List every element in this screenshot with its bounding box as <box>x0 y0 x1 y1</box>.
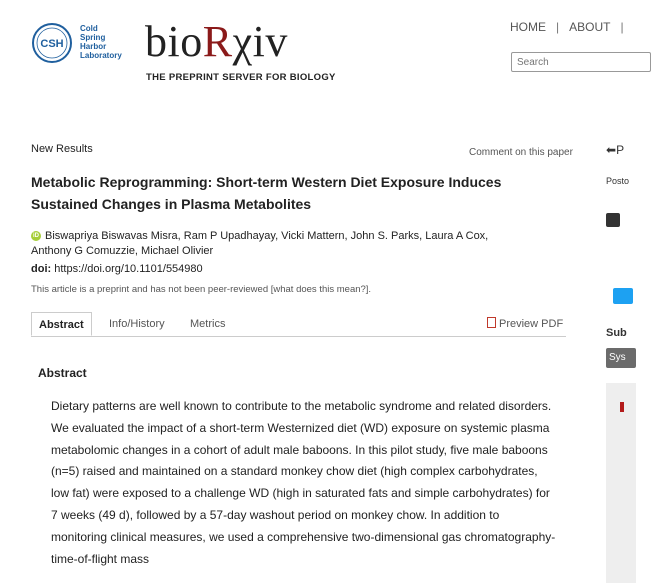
tagline: THE PREPRINT SERVER FOR BIOLOGY <box>146 72 336 83</box>
authors-line[interactable]: Anthony G Comuzzie, Michael Olivier <box>31 245 214 257</box>
preview-pdf-label: Preview PDF <box>499 318 564 330</box>
doi-link[interactable]: https://doi.org/10.1101/554980 <box>54 263 203 275</box>
tab-metrics[interactable]: Metrics <box>190 318 226 330</box>
preprint-note[interactable]: This article is a preprint and has not been peer-reviewed [what does this mean?]. <box>31 284 372 295</box>
sidebar-panel <box>606 383 636 583</box>
tab-abstract[interactable]: Abstract <box>31 312 92 336</box>
pdf-icon <box>487 317 496 328</box>
logo-part: bio <box>145 17 203 66</box>
top-nav <box>510 20 634 34</box>
sidebar-panel-accent <box>620 402 624 412</box>
abstract-body: Dietary patterns are well known to contribute to the metabolic syndrome and related disorders. We evaluated the impact of a short-term Westernized diet (WD) exposure on systemic plasma metabolomic changes in a cohort of adult male baboons. In this pilot study, five male baboons (n=5) raised and maintained on a standard monkey chow diet (high complex carbohydrates, low fat) were exposed to a challenge WD (high in saturated fats and simple carbohydrates) for 7 weeks (49 d), followed by a 57-day washout period on monkey chow. In addition to monitoring clinical measures, we used a comprehensive two-dimensional gas chromatography-time-of-flight mass <box>51 399 556 566</box>
doi-label: doi: <box>31 263 52 275</box>
csh-line: Laboratory <box>80 51 122 60</box>
search-input[interactable] <box>511 52 651 72</box>
biorxiv-logo[interactable] <box>145 17 288 66</box>
orcid-icon[interactable]: iD <box>33 233 39 240</box>
authors-line[interactable]: Biswapriya Biswavas Misra, Ram P Upadhayay, Vicki Mattern, John S. Parks, Laura A Cox, <box>45 230 489 242</box>
subject-area-chip[interactable]: Sys <box>606 348 636 368</box>
sidebar-posted: Posto <box>606 176 630 186</box>
sidebar-subject-heading: Sub <box>606 327 627 339</box>
sidebar-back-link[interactable] <box>606 143 624 157</box>
article-title: Metabolic Reprogramming: Short-term Western Diet Exposure Induces Sustained Changes in Plasma Metabolites <box>31 174 502 212</box>
back-arrow-icon: ⬅ <box>606 143 617 157</box>
csh-line: Spring <box>80 33 106 42</box>
csh-line: Cold <box>80 24 98 33</box>
doi <box>31 263 203 275</box>
nav-separator: | <box>556 20 560 34</box>
logo-part-r: R <box>202 17 233 66</box>
csh-line: Harbor <box>80 42 107 51</box>
csh-abbr: CSH <box>40 38 64 50</box>
nav-separator: | <box>620 20 624 34</box>
logo-part: χiv <box>232 17 288 66</box>
twitter-icon[interactable] <box>613 288 633 304</box>
csh-lab-name[interactable] <box>80 24 122 60</box>
tabs-divider <box>31 336 566 337</box>
abstract-heading: Abstract <box>38 366 87 380</box>
article-category: New Results <box>31 143 93 155</box>
tab-info-history[interactable]: Info/History <box>109 318 165 330</box>
comment-link[interactable]: Comment on this paper <box>469 147 573 158</box>
csh-logo-icon[interactable] <box>31 22 75 64</box>
external-link-icon[interactable] <box>606 213 620 227</box>
preview-pdf-link[interactable] <box>480 312 570 336</box>
sidebar-back-label: P <box>616 143 625 157</box>
author-list <box>31 229 491 259</box>
nav-about-link[interactable]: ABOUT <box>569 20 611 34</box>
nav-home-link[interactable]: HOME <box>510 20 546 34</box>
